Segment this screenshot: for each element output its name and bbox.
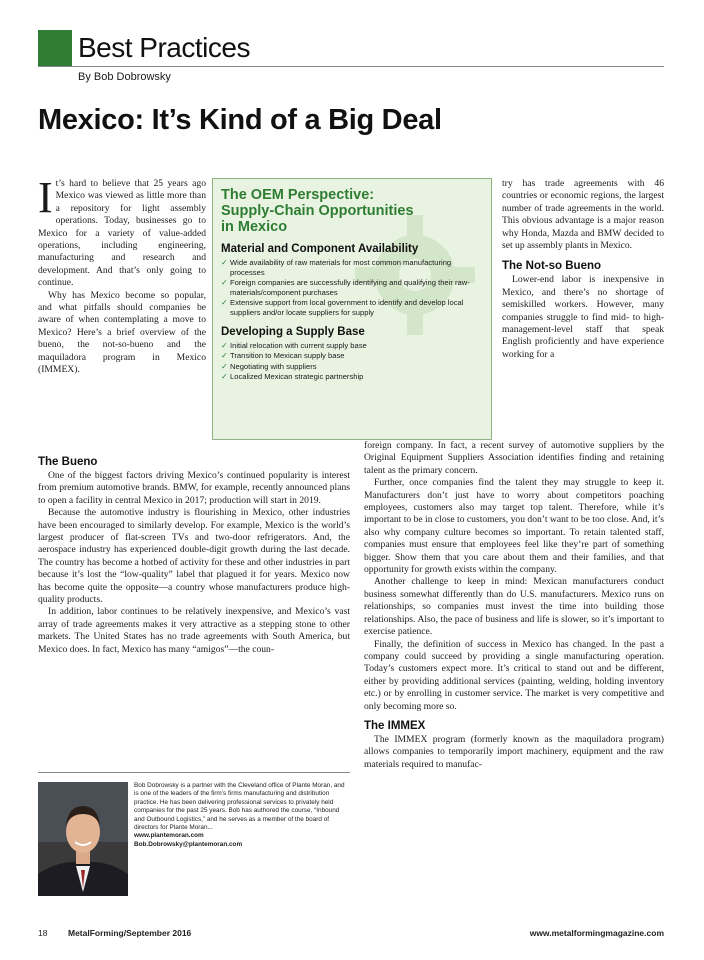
immex-paragraph: The IMMEX program (formerly known as the maquiladora program) allows companies to temporarily import machinery, equipment and the raw materials required to manufac- — [364, 733, 664, 770]
header-rule — [38, 66, 664, 67]
not-so-bueno-paragraph: Lower-end labor is inexpensive in Mexico, and there’s no shortage of semiskilled workers. However, many companies struggle to find mid- to high-management-level staff that speak English proficiently and have experience working for a — [502, 274, 664, 360]
article-headline: Mexico: It’s Kind of a Big Deal — [38, 104, 442, 136]
bueno-paragraph-3: In addition, labor continues to be relatively inexpensive, and Mexico’s vast array of trade agreements makes it very attractive as a stepping stone to other markets. The United States has no trade agreements with South America, but Mexico does. In fact, Mexico has many “amigos”—the coun- — [38, 606, 350, 655]
sidebar-list-item: ✓ Transition to Mexican supply base — [221, 351, 483, 361]
author-bio-text: Bob Dobrowsky is a partner with the Cleveland office of Plante Moran, and is one of the leaders of the firm’s firms manufacturing and distribution practice. He has been delivering professional services to privately held companies for the past 25 years. Bob has authored the course, “Inbound and Outbound Logistics,” and he serves as a member of the board of directors for Plante Moran... — [134, 782, 345, 832]
relationships-paragraph: Another challenge to keep in mind: Mexican manufacturers conduct business somewhat differently than do U.S. manufacturers. Mexico runs on relationships, so companies must invest the time into building those relationships. Also, the pace of business and life is slower, so it’s important to exercise patience. — [364, 576, 664, 638]
sidebar-list-item: ✓ Localized Mexican strategic partnership — [221, 372, 483, 382]
author-bio — [134, 782, 348, 849]
talent-paragraph: foreign company. In fact, a recent survey of automotive suppliers by the Original Equipment Suppliers Association identifies finding and retaining talent as the primary concern. — [364, 440, 664, 476]
byline: By Bob Dobrowsky — [78, 71, 171, 83]
author-website-link[interactable]: www.plantemoran.com — [134, 832, 204, 840]
sidebar-title-line-3: in Mexico — [221, 219, 288, 235]
bio-rule — [38, 772, 350, 773]
intro-paragraph-1 — [38, 173, 206, 290]
author-photo — [38, 782, 128, 896]
sidebar-list-item: ✓ Wide availability of raw materials for most common manufacturing processes — [221, 258, 483, 277]
sidebar-list-materials — [221, 258, 483, 318]
drop-cap: I — [38, 173, 53, 222]
author-portrait-icon — [38, 782, 128, 896]
sidebar-title-line-1: The OEM Perspective: — [221, 187, 375, 203]
subhead-not-so-bueno: The Not-so Bueno — [502, 260, 602, 273]
sidebar-list-item: ✓ Negotiating with suppliers — [221, 362, 483, 372]
intro-paragraph-2: Why has Mexico become so popular, and what pitfalls should companies be aware of when contemplating a move to Mexico? Here’s a brief overview of the bueno, the not-so-bueno and the maquiladora program in Mexico (IMMEX). — [38, 289, 206, 376]
sidebar-list-item: ✓ Extensive support from local government to identify and develop local suppliers and/or locate suppliers for supply — [221, 298, 483, 317]
section-color-bar — [38, 30, 72, 66]
section-title: Best Practices — [78, 32, 250, 63]
retention-paragraph: Further, once companies find the talent they may struggle to keep it. Manufacturers don’t just have to worry about competitors poaching employees, customers also may target top talent. Therefore, while it’s important to be in close to customers, you don’t want to be too close. And, it’s also why company culture becomes so important. To retain talented staff, companies must ensure that employees feel like they’re part of something bigger. Show them that you care about them and their families, and that opportunity for growth exists within the company. — [364, 477, 664, 576]
subhead-the-immex: The IMMEX — [364, 719, 426, 732]
left-column-main — [38, 456, 350, 656]
author-email-link[interactable]: Bob.Dobrowsky@plantemoran.com — [134, 840, 243, 848]
trade-agreements-paragraph: try has trade agreements with 46 countries or economic regions, the largest number of trade agreements in the world. This obvious advantage is a major reason why Honda, Mazda and BMW decided to set up assembly plants in Mexico. — [502, 178, 664, 252]
bueno-paragraph-1: One of the biggest factors driving Mexico’s continued popularity is interest from premium automotive brands. BMW, for example, recently announced plans to open a facility in central Mexico in 2017; production will start in 2019. — [38, 470, 350, 506]
intro-column — [38, 173, 206, 377]
sidebar-list-item: ✓ Foreign companies are successfully identifying and qualifying their raw-materials/component purchases — [221, 278, 483, 297]
page-number: 18 — [38, 928, 48, 938]
success-paragraph: Finally, the definition of success in Mexico has changed. In the past a company could succeed by providing a single manufacturing operation. Today’s customers expect more. It’s critical to stand out and be different, either by providing additional services (painting, welding, holding inventory etc.) or by enrolling in customer service. The market is very competitive and only becoming more so. — [364, 638, 664, 712]
sidebar-list-item: ✓ Initial relocation with current supply base — [221, 341, 483, 351]
sidebar-subhead-supply-base: Developing a Supply Base — [221, 325, 365, 338]
sidebar-list-supply-base — [221, 341, 483, 382]
oem-perspective-sidebar — [212, 178, 492, 440]
magazine-url[interactable]: www.metalformingmagazine.com — [529, 928, 664, 938]
intro-text-1: t’s hard to believe that 25 years ago Mexico was viewed as little more than a repository for light assembly operations. Today, businesses go to Mexico for a variety of value-added operations, including engineering, manufacturing and research and development. And that’s only going to continue. — [38, 178, 206, 289]
bueno-paragraph-2: Because the automotive industry is flourishing in Mexico, other industries have been encouraged to similarly develop. For example, Mexico is the world’s largest producer of flat-screen TVs and two-door refrigerators. And, the aerospace industry has experienced double-digit growth during the last decade. The country has become a hotbed of activity for these and other industries in part because it’s lost the “low-quality” label that plagued it for years. Mexico now has become quite the opposite—a country whose manufacturers produce high-quality products. — [38, 507, 350, 606]
subhead-the-bueno: The Bueno — [38, 456, 98, 468]
issue-label: MetalForming/September 2016 — [68, 928, 192, 938]
right-column-top — [502, 178, 664, 361]
sidebar-title-line-2: Supply-Chain Opportunities — [221, 203, 414, 219]
right-column-main — [364, 440, 664, 771]
sidebar-subhead-materials: Material and Component Availability — [221, 243, 419, 255]
